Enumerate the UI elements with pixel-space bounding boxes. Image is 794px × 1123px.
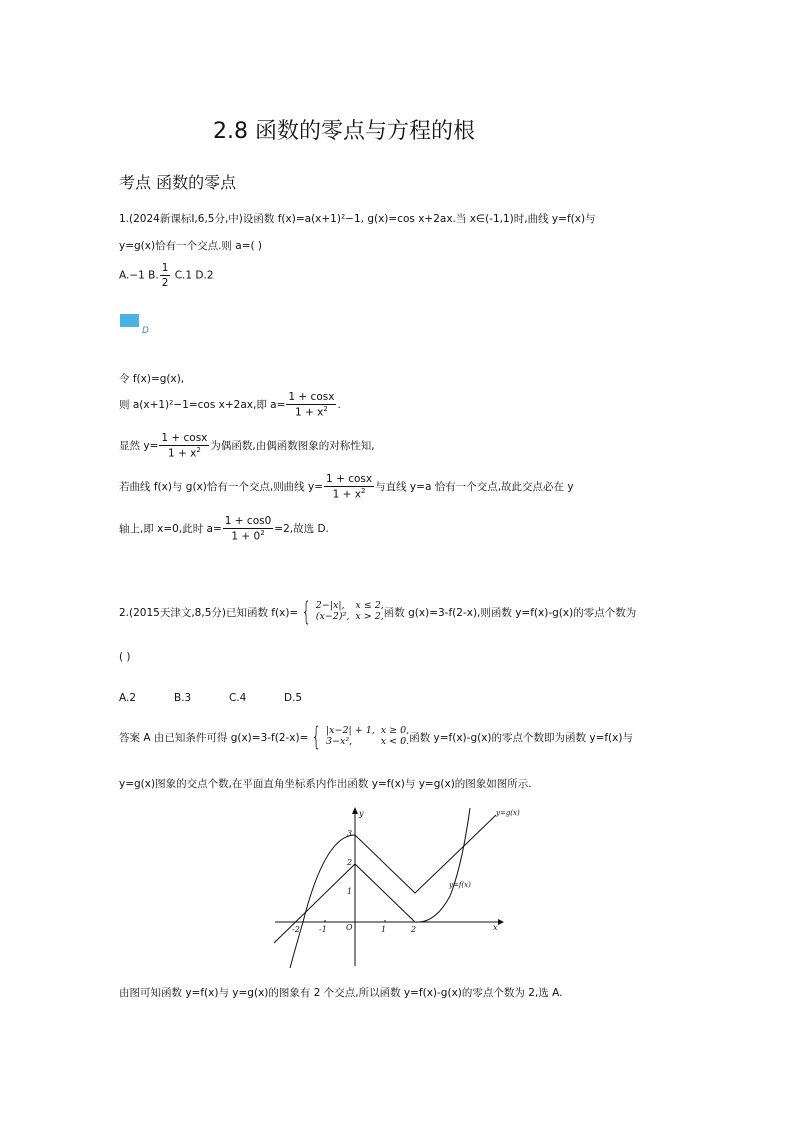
g-right-branch <box>355 815 496 893</box>
a2-piecewise-cases <box>326 726 409 748</box>
q2-paren: ( ) <box>119 651 131 663</box>
a1-step3-den-base: 1 + x <box>167 447 197 460</box>
q1-option-b-numerator: 1 <box>160 261 171 276</box>
y-tick-label-1: 1 <box>347 887 353 896</box>
y-tick-label-3: 3 <box>347 829 353 838</box>
a1-step5-den-exp: 2 <box>260 529 265 538</box>
a1-step4-pre: 若曲线 f(x)与 g(x)恰有一个交点,则曲线 y= <box>119 480 324 493</box>
a1-step1: 令 f(x)=g(x), <box>119 373 185 385</box>
a1-step2-post: . <box>337 398 341 411</box>
a2-piecewise-brace: { <box>311 722 322 752</box>
answer-badge <box>120 314 139 327</box>
a2-line1-row <box>119 724 633 750</box>
a2-case-1-expr: |x−2| + 1, <box>325 725 375 737</box>
page-title: 2.8 函数的零点与方程的根 <box>213 119 475 144</box>
q1-option-b-denominator: 2 <box>161 277 169 290</box>
a1-step5-post: =2,故选 D. <box>274 522 329 535</box>
f-curve-label: y=f(x) <box>449 881 471 889</box>
x-tick-label-1: 1 <box>381 925 387 934</box>
a1-step3-post: 为偶函数,由偶函数图象的对称性知, <box>210 439 375 452</box>
a2-case-2-cond: x < 0. <box>380 736 410 747</box>
q2-case-1-expr: 2−|x|, <box>315 600 345 612</box>
a1-step5-denominator <box>229 529 266 544</box>
g-curve-label: y=g(x) <box>496 809 520 817</box>
x-tick-label-neg2: -2 <box>292 925 300 934</box>
a1-step3-numerator: 1 + cosx <box>159 431 209 446</box>
q2-case-2 <box>316 612 384 623</box>
q2-option-a: A.2 <box>119 692 137 704</box>
q2-piecewise-brace: { <box>301 597 312 627</box>
y-tick-label-2: 2 <box>347 858 353 867</box>
function-graph <box>270 806 530 971</box>
q2-option-b: B.3 <box>174 692 192 704</box>
a1-step3 <box>119 431 375 461</box>
x-tick-label-neg1: -1 <box>319 925 327 934</box>
a2-case-2 <box>326 737 409 748</box>
q2-case-1-cond: x ≤ 2, <box>355 600 384 612</box>
a2-case-2-expr: 3−x², <box>325 736 353 747</box>
a2-line1 <box>119 724 633 750</box>
y-axis-label: y <box>359 809 364 818</box>
a1-step2-denominator <box>293 405 330 420</box>
q1-options <box>119 261 214 290</box>
a1-step2 <box>119 390 341 420</box>
a1-step4-den-exp: 2 <box>361 487 366 496</box>
a1-step2-fraction <box>286 390 336 420</box>
q1-options-prefix: A.−1 B. <box>119 269 159 282</box>
a1-step4-post: 与直线 y=a 恰有一个交点,故此交点必在 y <box>375 480 574 493</box>
q2-case-2-cond: x > 2, <box>355 611 384 622</box>
a1-step3-pre: 显然 y= <box>119 439 159 452</box>
a1-step2-numerator: 1 + cosx <box>286 390 336 405</box>
a1-step5-den-base: 1 + 0 <box>231 530 261 543</box>
a2-conclusion: 由图可知函数 y=f(x)与 y=g(x)的图象有 2 个交点,所以函数 y=f(x)-g(x)的零点个数为 2,选 A. <box>119 987 563 999</box>
q2-piecewise-cases <box>316 601 384 623</box>
origin-label: O <box>346 923 353 932</box>
a2-line1-pre: 答案 A 由已知条件可得 g(x)=3-f(2-x)= <box>119 731 309 744</box>
x-axis-arrow-icon <box>498 919 504 925</box>
a2-line2: y=g(x)图象的交点个数,在平面直角坐标系内作出函数 y=f(x)与 y=g(x)的图象如图所示. <box>119 778 532 790</box>
f-parabola-branch <box>415 808 470 922</box>
a2-line1-post: 函数 y=f(x)-g(x)的零点个数即为函数 y=f(x)与 <box>409 731 633 744</box>
q2-stem <box>119 599 636 625</box>
x-axis-label: x <box>493 923 498 932</box>
a1-step4-numerator: 1 + cosx <box>324 472 374 487</box>
q2-option-c: C.4 <box>229 692 247 704</box>
x-tick-label-2: 2 <box>411 925 417 934</box>
section-heading: 考点 函数的零点 <box>119 173 237 192</box>
q1-line1: 1.(2024新课标Ⅰ,6,5分,中)设函数 f(x)=a(x+1)²−1, g(x)=cos x+2ax.当 x∈(-1,1)时,曲线 y=f(x)与 <box>119 213 596 225</box>
q1-line2: y=g(x)恰有一个交点.则 a=( ) <box>119 240 263 252</box>
q2-stem-post: 函数 g(x)=3-f(2-x),则函数 y=f(x)-g(x)的零点个数为 <box>383 606 637 619</box>
a1-step4-fraction <box>324 472 374 502</box>
a1-step5-pre: 轴上,即 x=0,此时 a= <box>119 522 222 535</box>
a1-step4-den-base: 1 + x <box>332 488 362 501</box>
a1-step3-fraction <box>159 431 209 461</box>
q2-option-d: D.5 <box>284 692 303 704</box>
q2-case-2-expr: (x−2)², <box>315 611 350 622</box>
q1-options-suffix: C.1 D.2 <box>171 269 214 282</box>
a1-step5 <box>119 514 329 544</box>
a1-step3-den-exp: 2 <box>196 446 201 455</box>
a2-case-1-cond: x ≥ 0, <box>380 725 410 737</box>
q2-stem-pre: 2.(2015天津文,8,5分)已知函数 f(x)= <box>119 606 299 619</box>
a1-step3-denominator <box>166 446 203 461</box>
a1-step2-den-exp: 2 <box>323 405 328 414</box>
y-axis-arrow-icon <box>352 807 358 814</box>
a1-step4-denominator <box>331 487 368 502</box>
a1-step4 <box>119 472 574 502</box>
a1-step5-numerator: 1 + cos0 <box>223 514 274 529</box>
a1-step2-den-base: 1 + x <box>295 406 324 419</box>
g-left-branch <box>290 835 355 968</box>
a1-step2-pre: 则 a(x+1)²−1=cos x+2ax,即 a= <box>119 398 286 411</box>
q1-option-b-fraction <box>160 261 171 290</box>
a1-step5-fraction <box>223 514 274 544</box>
q2-stem-row <box>119 599 636 625</box>
answer-letter: D <box>142 326 149 336</box>
